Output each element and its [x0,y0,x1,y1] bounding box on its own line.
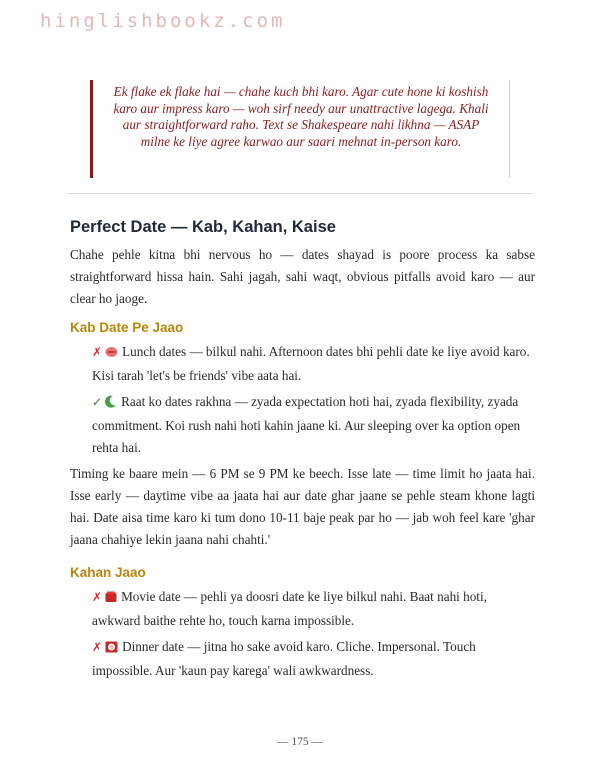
dinner-plate-icon [105,638,118,660]
kab-heading: Kab Date Pe Jaao [70,320,184,335]
page-number: — 175 — [277,736,323,748]
section-intro: Chahe pehle kitna bhi nervous ho — dates shayad is poore process ka sabse straightforward hissa hain. Sahi jagah, sahi waqt, obvious pitfalls avoid karo — aur clear ho jaoge. [70,247,535,306]
cross-mark-icon: ✗ [92,640,103,654]
lips-icon [105,343,118,365]
divider [66,193,534,194]
list-item [92,586,535,632]
list-item [92,341,535,387]
item-text: Lunch dates — bilkul nahi. Afternoon dates bhi pehli date ke liye avoid karo. Kisi tarah 'let's be friends' vibe aata hai. [92,344,530,383]
section-title: Perfect Date — Kab, Kahan, Kaise [70,218,336,236]
cinema-icon [105,588,117,610]
main-content [70,218,535,686]
item-text: Dinner date — jitna ho sake avoid karo. Cliche. Impersonal. Touch impossible. Aur 'kaun pay karega' wali awkwardness. [92,639,476,678]
list-item [92,391,535,459]
item-text: Raat ko dates rakhna — zyada expectation hoti hai, zyada flexibility, zyada commitment. Koi rush nahi hoti kahin jaane ki. Aur sleeping over ka option open rehta hai. [92,394,521,455]
check-mark-icon: ✓ [92,395,103,409]
crescent-moon-icon [105,393,117,415]
watermark: hinglishbookz.com [40,10,286,32]
cross-mark-icon: ✗ [92,345,103,359]
list-item [92,636,535,682]
pull-quote: Ek flake ek flake hai — chahe kuch bhi karo. Agar cute hone ki koshish karo aur impress karo — woh sirf needy aur unattractive lagega. Khali aur straightforward raho. Text se Shakespeare nahi likhna — ASAP milne ke liye agree karwao aur saari mehnat in-person karo. [90,80,510,178]
cross-mark-icon: ✗ [92,590,103,604]
timing-paragraph: Timing ke baare mein — 6 PM se 9 PM ke beech. Isse late — time limit ho jaata hai. Isse early — daytime vibe aa jaata hai aur date ghar jaane se pehle steam khone lagti hai. Date aisa time karo ki tum dono 10-11 baje peak par ho — jab woh feel kare 'ghar jaana chahiye lekin jaana nahi chahti.' [70,466,535,547]
kahan-heading: Kahan Jaao [70,565,146,580]
item-text: Movie date — pehli ya doosri date ke liye bilkul nahi. Baat nahi hoti, awkward baithe rehte ho, touch karna impossible. [92,589,487,628]
